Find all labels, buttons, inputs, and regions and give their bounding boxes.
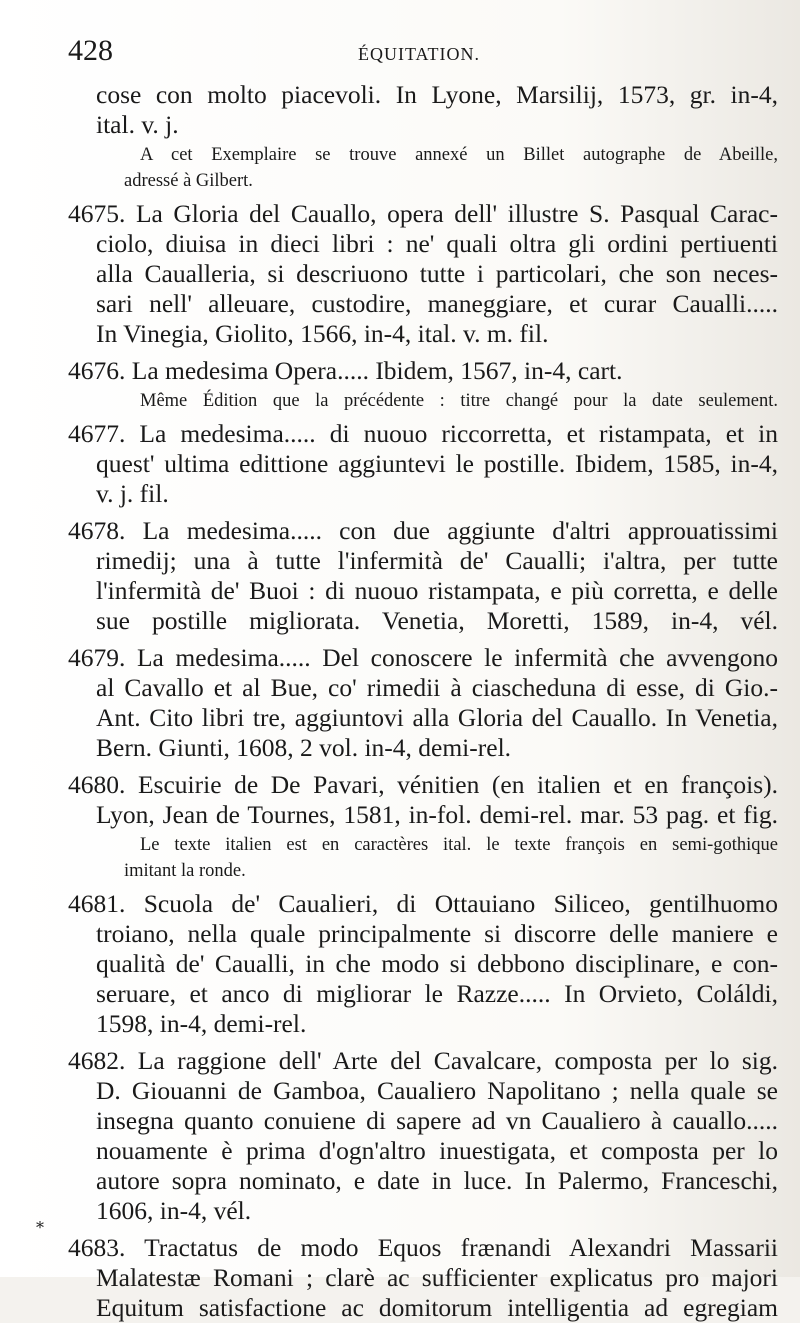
text-line: ital. v. j. xyxy=(96,110,179,139)
entry-4678-line: rimedij; una à tutte l'infermità de' Caualli; i'altra, per tutte xyxy=(96,546,778,575)
note-line: Le texte italien est en caractères ital. le texte françois en semi-gothique xyxy=(140,835,778,855)
entry-4679-line: al Cavallo et al Bue, co' rimedii à ciascheduna di esse, di Gio.- xyxy=(96,673,778,702)
margin-mark: * xyxy=(36,1218,44,1237)
entry-4678-line: l'infermità de' Buoi : di nuouo ristampata, e più corretta, e delle xyxy=(96,576,778,605)
entry-4683-line: Malatestæ Romani ; clarè ac sufficienter explicatus pro majori xyxy=(96,1263,778,1292)
entry-4679-line: 4679. La medesima..... Del conoscere le infermità che avvengono xyxy=(68,643,778,672)
entry-4682-line: insegna quanto conuiene di sapere ad vn Caualiero à cauallo..... xyxy=(96,1106,778,1135)
note-line: Même Édition que la précédente : titre changé pour la date seulement. xyxy=(140,391,778,411)
running-head: ÉQUITATION. xyxy=(358,44,481,64)
entry-4676-line: 4676. La medesima Opera..... Ibidem, 1567, in-4, cart. xyxy=(68,356,623,385)
entry-4682-line: 1606, in-4, vél. xyxy=(96,1196,252,1225)
entry-4681-line: troiano, nella quale principalmente si discorre delle maniere e xyxy=(96,919,778,948)
entry-4683-line: Equitum satisfactione ac domitorum intelligentia ad egregiam xyxy=(96,1293,778,1322)
entry-4677-line: quest' ultima edittione aggiuntevi le postille. Ibidem, 1585, in-4, xyxy=(96,449,778,478)
entry-4679-line: Ant. Cito libri tre, aggiuntovi alla Gloria del Cauallo. In Venetia, xyxy=(96,703,778,732)
entry-4681-line: 1598, in-4, demi-rel. xyxy=(96,1009,307,1038)
entry-4677-line: 4677. La medesima..... di nuouo riccorretta, et ristampata, et in xyxy=(68,419,778,448)
note-line: adressé à Gilbert. xyxy=(124,171,253,191)
page-number: 428 xyxy=(68,34,113,67)
entry-4679-line: Bern. Giunti, 1608, 2 vol. in-4, demi-rel. xyxy=(96,733,512,762)
note-line: imitant la ronde. xyxy=(124,861,246,881)
entry-4682-line: nouamente è prima d'ogn'altro inuestigata, et composta per lo xyxy=(96,1136,778,1165)
entry-4675-line: ciolo, diuisa in dieci libri : ne' quali oltra gli ordini pertiuenti xyxy=(96,229,778,258)
entry-4681-line: 4681. Scuola de' Caualieri, di Ottauiano Siliceo, gentilhuomo xyxy=(68,889,778,918)
entry-4675-line: 4675. La Gloria del Cauallo, opera dell' illustre S. Pasqual Carac- xyxy=(68,199,778,228)
entry-4675-line: In Vinegia, Giolito, 1566, in-4, ital. v. m. fil. xyxy=(96,319,549,348)
entry-4682-line: 4682. La raggione dell' Arte del Cavalcare, composta per lo sig. xyxy=(68,1046,778,1075)
entry-4680-line: Lyon, Jean de Tournes, 1581, in-fol. demi-rel. mar. 53 pag. et fig. xyxy=(96,800,778,829)
entry-4675-line: alla Caualleria, si descriuono tutte i particolari, che son neces- xyxy=(96,259,778,288)
entry-4680-line: 4680. Escuirie de De Pavari, vénitien (en italien et en françois). xyxy=(68,770,778,799)
text-line: cose con molto piacevoli. In Lyone, Marsilij, 1573, gr. in-4, xyxy=(96,80,778,109)
entry-4681-line: seruare, et anco di migliorar le Razze..... In Orvieto, Coláldi, xyxy=(96,979,778,1008)
page-header xyxy=(68,34,778,80)
note-line: A cet Exemplaire se trouve annexé un Billet autographe de Abeille, xyxy=(140,145,778,165)
entry-4678-line: sue postille migliorata. Venetia, Moretti, 1589, in-4, vél. xyxy=(96,606,778,635)
entry-4682-line: autore sopra nominato, e date in luce. In Palermo, Franceschi, xyxy=(96,1166,778,1195)
entry-4682-line: D. Giouanni de Gamboa, Caualiero Napolitano ; nella quale se xyxy=(96,1076,778,1105)
entry-4677-line: v. j. fil. xyxy=(96,479,169,508)
entry-4675-line: sari nell' alleuare, custodire, maneggiare, et curar Caualli..... xyxy=(96,289,778,318)
entry-4683-line: 4683. Tractatus de modo Equos frænandi Alexandri Massarii xyxy=(68,1233,778,1262)
entry-4681-line: qualità de' Caualli, in che modo si debbono disciplinare, e con- xyxy=(96,949,778,978)
entry-4678-line: 4678. La medesima..... con due aggiunte d'altri approuatissimi xyxy=(68,516,778,545)
